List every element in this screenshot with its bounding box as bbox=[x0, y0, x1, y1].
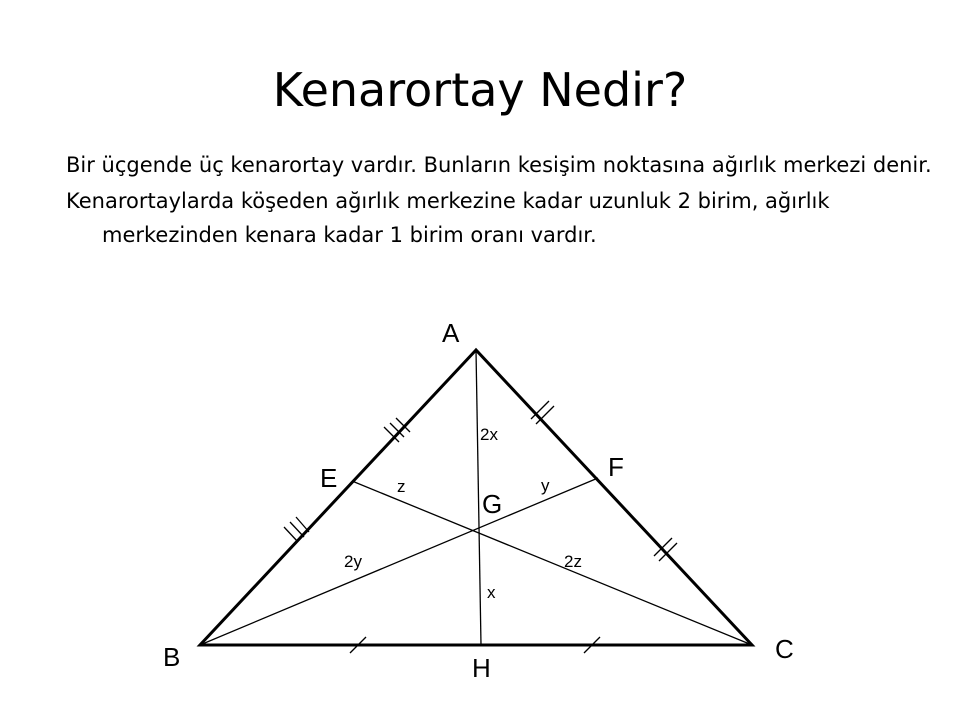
segment-label-gc: 2z bbox=[564, 552, 582, 571]
segment-label-bg: 2y bbox=[344, 552, 362, 571]
median-b-f bbox=[200, 478, 598, 645]
segment-label-ag: 2x bbox=[480, 425, 498, 444]
tick-marks-ab bbox=[284, 418, 410, 542]
tick-marks-ac bbox=[531, 401, 677, 561]
segment-label-eg: z bbox=[397, 477, 406, 496]
paragraph-ratio: Kenarortaylarda köşeden ağırlık merkezine kadar uzunluk 2 birim, ağırlık merkezinden kenara kadar 1 birim oranı vardır. bbox=[66, 189, 830, 247]
vertex-label-c: C bbox=[775, 634, 794, 664]
paragraph-definition: Bir üçgende üç kenarortay vardır. Bunların kesişim noktasına ağırlık merkezi denir. bbox=[66, 153, 932, 177]
median-c-e bbox=[352, 481, 752, 645]
vertex-label-b: B bbox=[163, 642, 181, 672]
median-a-h bbox=[476, 350, 481, 645]
triangle-abc bbox=[200, 350, 752, 645]
midpoint-label-e: E bbox=[320, 463, 338, 493]
centroid-label-g: G bbox=[482, 489, 503, 519]
vertex-label-a: A bbox=[442, 318, 460, 348]
segment-label-gh: x bbox=[487, 583, 496, 602]
midpoint-label-f: F bbox=[608, 452, 624, 482]
segment-label-gf: y bbox=[541, 476, 550, 495]
slide-title: Kenarortay Nedir? bbox=[272, 63, 688, 117]
midpoint-label-h: H bbox=[472, 653, 491, 683]
